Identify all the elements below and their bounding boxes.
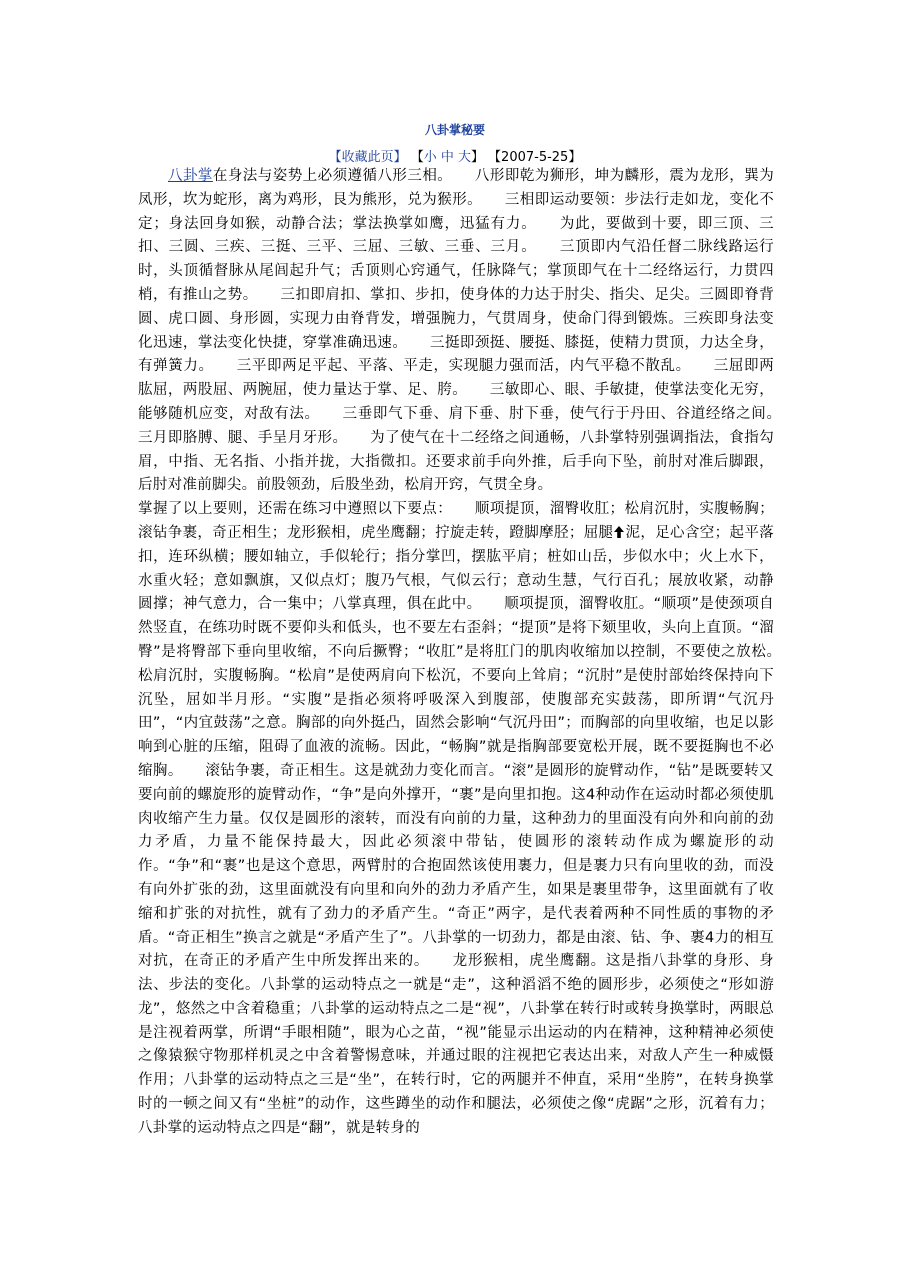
article-body [138, 165, 804, 1141]
font-small-link[interactable]: 小 [423, 150, 437, 165]
keyword-link[interactable]: 八卦掌 [168, 168, 213, 184]
bookmark-link[interactable]: 【收藏此页】 [328, 150, 407, 165]
paragraph-1 [138, 165, 804, 498]
font-large-link[interactable]: 大 [458, 150, 472, 165]
publish-date: 【2007-5-25】 [488, 150, 582, 165]
article-meta [0, 146, 910, 165]
paragraph-2 [138, 498, 804, 1141]
page-title: 八卦掌秘要 [424, 123, 485, 137]
font-size-bracket-close: 】 [471, 150, 485, 165]
font-size-bracket-open: 【 [410, 150, 424, 165]
paragraph-2-text-a: 掌握了以上要则，还需在练习中遵照以下要点： 顺项提顶，溜臀收肛；松肩沉肘，实腹畅胸；滚钻争裹，奇正相生；龙形猴相，虎坐鹰翻；拧旋走转，蹬脚摩胫；屈腿 [138, 501, 774, 541]
paragraph-1-text: 在身法与姿势上必须遵循八形三相。 八形即乾为狮形，坤为麟形，震为龙形，巽为凤形，坎为蛇形，离为鸡形，艮为熊形，兑为猴形。 三相即运动要领：步法行走如龙，变化不定；身法回身如猴，动静合法；掌法换掌如鹰，迅猛有力。 为此，要做到十要，即三顶、三扣、三圆、三疾、三挺、三平、三屈、三敏、三垂、三月。 三顶即内气沿任督二脉线路运行时，头顶循督脉从尾闾起升气；舌顶则心窍通气，任脉降气；掌顶即气在十二经络运行，力贯四梢，有推山之势。 三扣即肩扣、掌扣、步扣，使身体的力达于肘尖、指尖、足尖。三圆即脊背圆、虎口圆、身形圆，实现力由脊背发，增强腕力，气贯周身，使命门得到锻炼。三疾即身法变化迅速，掌法变化快捷，穿掌准确迅速。 三挺即颈挺、腰挺、膝挺，使精力贯顶，力达全身，有弹簧力。 三平即两足平起、平落、平走，实现腿力强而活，内气平稳不散乱。 三屈即两肱屈，两股屈、两腕屈，使力量达于掌、足、胯。 三敏即心、眼、手敏捷，使掌法变化无穷，能够随机应变，对敌有法。 三垂即气下垂、肩下垂、肘下垂，使气行于丹田、谷道经络之间。 三月即胳膊、腿、手呈月牙形。 为了使气在十二经络之间通畅，八卦掌特别强调指法，食指勾眉，中指、无名指、小指并拢，大指微扣。还要求前手向外推，后手向下坠，前肘对准后脚跟，后肘对准前脚尖。前股领劲，后股坐劲，松肩开窍，气贯全身。 [138, 168, 804, 494]
font-medium-link[interactable]: 中 [440, 150, 454, 165]
up-arrow-icon [613, 524, 625, 538]
paragraph-2-text-b: 泥，足心含空；起平落扣，连环纵横；腰如轴立，手似轮行；指分掌凹，摆肱平肩；桩如山岳，步似水中；火上水下，水重火轻；意如飘旗，又似点灯；腹乃气根，气似云行；意动生慧，气行百孔；展放收紧，动静圆撑；神气意力，合一集中；八掌真理，俱在此中。 顺项提顶，溜臀收肛。“顺项”是使颈项自然竖直，在练功时既不要仰头和低头，也不要左右歪斜；“提顶”是将下颏里收，头向上直顶。“溜臀”是将臀部下垂向里收缩，不向后撅臀；“收肛”是将肛门的肌肉收缩加以控制，不要使之放松。 松肩沉肘，实腹畅胸。“松肩”是使两肩向下松沉，不要向上耸肩；“沉肘”是使肘部始终保持向下沉坠，屈如半月形。“实腹”是指必须将呼吸深入到腹部，使腹部充实鼓荡，即所谓“气沉丹田”，“内宜鼓荡”之意。胸部的向外挺凸，固然会影响“气沉丹田”；而胸部的向里收缩，也足以影响到心脏的压缩，阻碍了血液的流畅。因此，“畅胸”就是指胸部要宽松开展，既不要挺胸也不必缩胸。 滚钻争裹，奇正相生。这是就劲力变化而言。“滚”是圆形的旋臂动作，“钻”是既要转又要向前的螺旋形的旋臂动作，“争”是向外撑开，“裹”是向里扣抱。这4种动作在运动时都必须使肌肉收缩产生力量。仅仅是圆形的滚转，而没有向前的力量，这种劲力的里面没有向外和向前的劲力矛盾，力量不能保持最大，因此必须滚中带钻，使圆形的滚转动作成为螺旋形的动作。“争”和“裹”也是这个意思，两臂肘的合抱固然该使用裹力，但是裹力只有向里收的劲，而没有向外扩张的劲，这里面就没有向里和向外的劲力矛盾产生，如果是裹里带争，这里面就有了收缩和扩张的对抗性，就有了劲力的矛盾产生。“奇正”两字，是代表着两种不同性质的事物的矛盾。“奇正相生”换言之就是“矛盾产生了”。八卦掌的一切劲力，都是由滚、钻、争、裹4力的相互对抗，在奇正的矛盾产生中所发挥出来的。 龙形猴相，虎坐鹰翻。这是指八卦掌的身形、身法、步法的变化。八卦掌的运动特点之一就是“走”，这种滔滔不绝的圆形步，必须使之“形如游龙”，悠然之中含着稳重；八卦掌的运动特点之二是“视”，八卦掌在转行时或转身换掌时，两眼总是注视着两掌，所谓“手眼相随”，眼为心之苗，“视”能显示出运动的内在精神，这种精神必须使之像猿猴守物那样机灵之中含着警惕意味，并通过眼的注视把它表达出来，对敌人产生一种威慑作用；八卦掌的运动特点之三是“坐”，在转行时，它的两腿并不伸直，采用“坐胯”，在转身换掌时的一顿之间又有“坐桩”的动作，这些蹲坐的动作和腿法，必须使之像“虎踞”之形，沉着有力；八卦掌的运动特点之四是“翻”，就是转身的 [138, 524, 804, 1136]
